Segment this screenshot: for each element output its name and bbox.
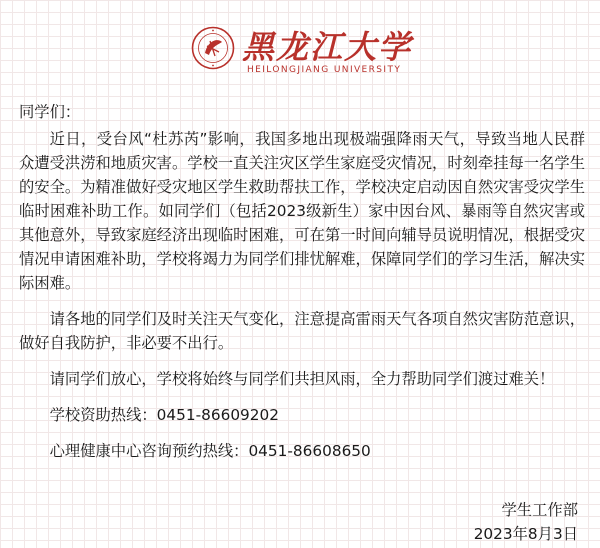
paragraph-safety-reminder: 请各地的同学们及时关注天气变化，注意提高雷雨天气各项自然灾害防范意识，做好自我防护，非必要不出行。 [19, 310, 585, 352]
university-seal-icon [191, 26, 235, 70]
hotline-mental-health: 心理健康中心咨询预约热线：0451-86608650 [49, 442, 371, 460]
letter-body [19, 100, 585, 463]
hotline-financial-aid: 学校资助热线：0451-86609202 [49, 406, 279, 424]
signature-date: 2023年8月3日 [473, 525, 578, 543]
paragraph-reassurance: 请同学们放心，学校将始终与同学们共担风雨，全力帮助同学们渡过难关！ [49, 370, 555, 388]
letterhead [0, 0, 600, 88]
salutation: 同学们： [19, 103, 81, 121]
university-name-en: HEILONGJIANG UNIVERSITY [247, 65, 402, 75]
paragraph-announcement: 近日，受台风“杜苏芮”影响，我国多地出现极端强降雨天气，导致当地人民群众遭受洪涝和地质灾害。学校一直关注灾区学生家庭受灾情况，时刻牵挂每一名学生的安全。为精准做好受灾地区学生救助帮扶工作，学校决定启动因自然灾害受灾学生临时困难补助工作。如同学们（包括2023级新生）家中因台风、暴雨等自然灾害或其他意外，导致家庭经济出现临时困难，可在第一时间向辅导员说明情况，根据受灾情况申请困难补助，学校将竭力为同学们排忧解难，保障同学们的学习生活，解决实际困难。 [19, 130, 585, 292]
university-name-cn: 黑龙江大学 [242, 28, 413, 66]
signature-department: 学生工作部 [501, 501, 578, 519]
